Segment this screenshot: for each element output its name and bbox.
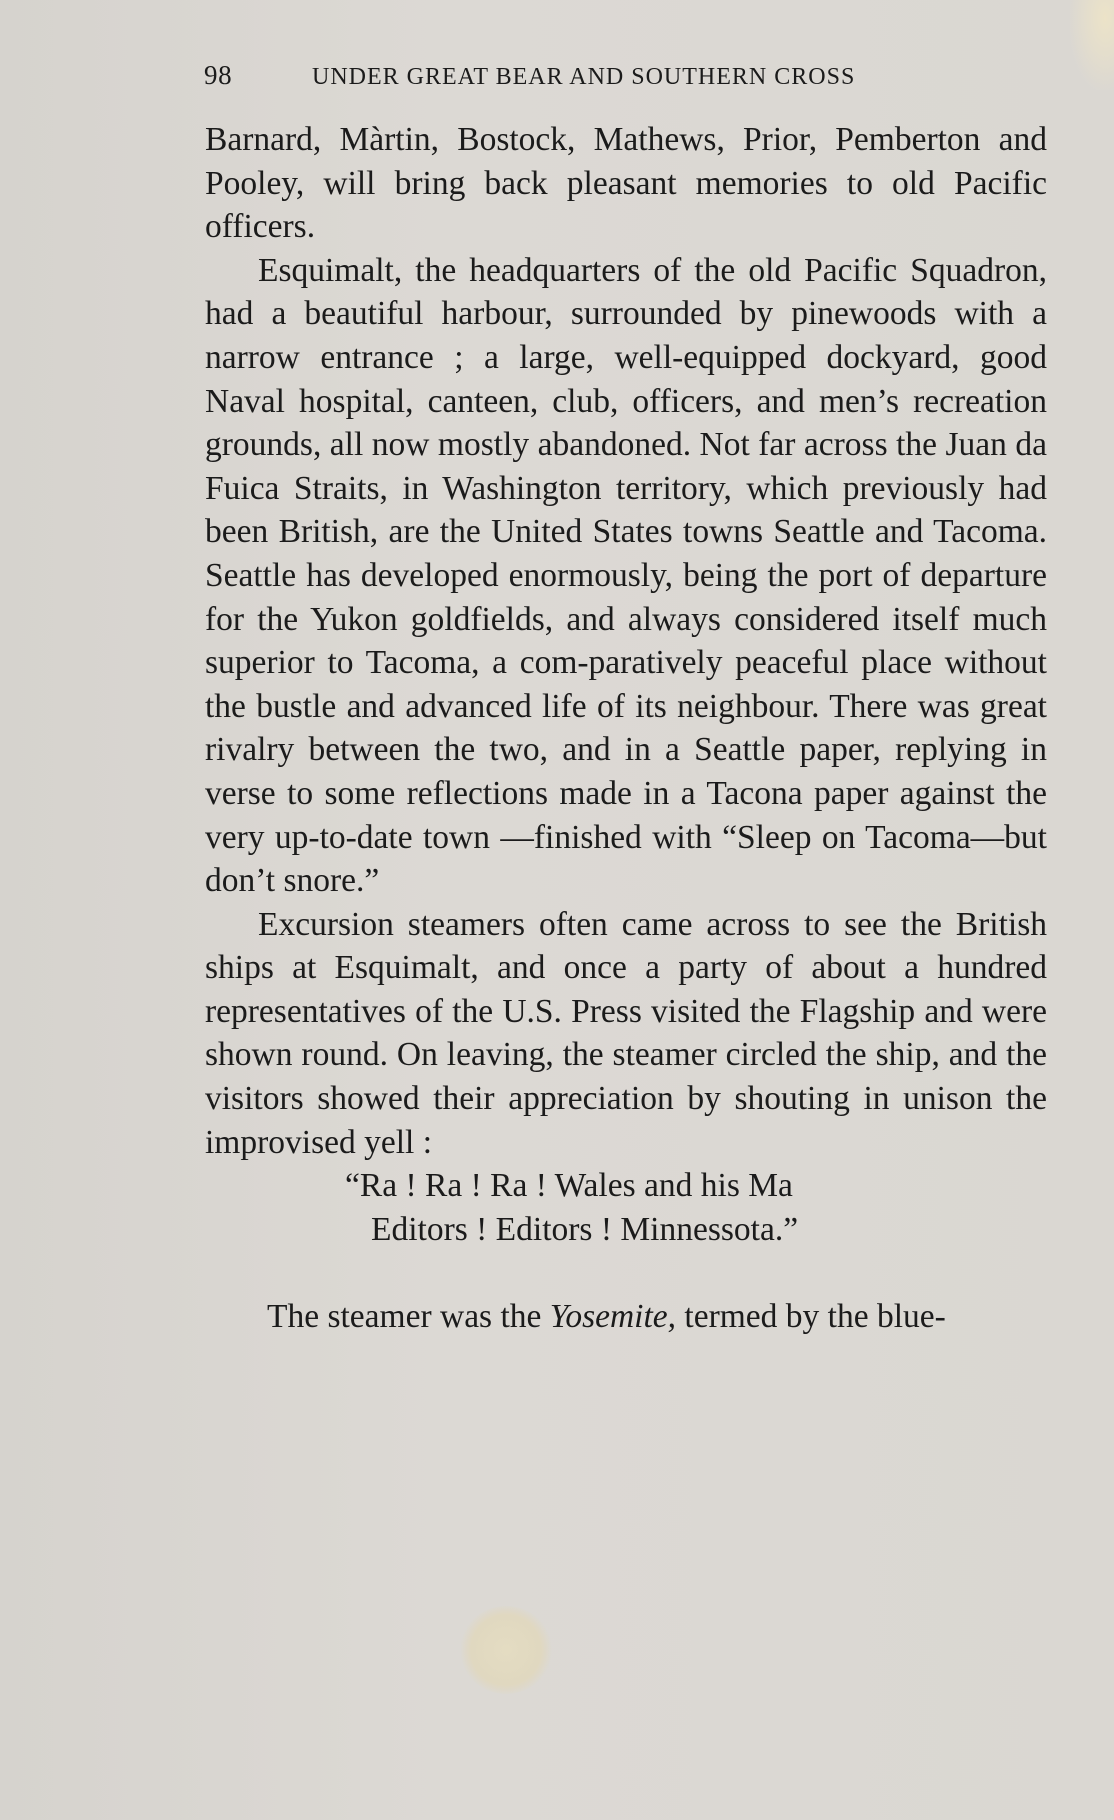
paper-edge-stain (1070, 0, 1114, 90)
final-line-start: The steamer was the (267, 1298, 550, 1336)
page-number: 98 (204, 60, 233, 90)
final-line-end: termed by the blue- (676, 1298, 946, 1336)
verse-line-1: “Ra ! Ra ! Ra ! Wales and his Ma (345, 1167, 793, 1205)
paragraph-2: Esquimalt, the headquarters of the old Pacific Squadron, had a beautiful harbour, surrounded by pinewoods with a narrow entrance ; a large, well-equipped dockyard, good Naval hospital, canteen, club, officers, and men’s recreation grounds, all now mostly abandoned. Not far across the Juan da Fuica Straits, in Washington territory, which previously had been British, are the United States towns Seattle and Tacoma. Seattle has developed enormously, being the port of departure for the Yukon goldfields, and always considered itself much superior to Tacoma, a com-paratively peaceful place without the bustle and advanced life of its neighbour. There was great rivalry between the two, and in a Seattle paper, replying in verse to some reflections made in a Tacona paper against the very up-to-date town —finished with “Sleep on Tacoma—but don’t snore.” (205, 251, 1047, 900)
verse-quote (345, 1164, 1047, 1252)
ship-name: Yosemite, (549, 1298, 677, 1336)
paragraph-1: Barnard, Màrtin, Bostock, Mathews, Prior, Pemberton and Pooley, will bring back pleasant memories to old Pacific officers. (205, 121, 1047, 246)
verse-line-2: Editors ! Editors ! Minnessota.” (371, 1211, 799, 1249)
page-header (204, 58, 1044, 98)
paper-stain (460, 1606, 552, 1694)
paragraph-3: Excursion steamers often came across to see the British ships at Esquimalt, and once a party of about a hundred representatives of the U.S. Press visited the Flagship and were shown round. On leaving, the steamer circled the ship, and the visitors showed their appreciation by shouting in unison the improvised yell : (205, 905, 1047, 1161)
body-text (205, 118, 1047, 1339)
running-head: UNDER GREAT BEAR AND SOUTHERN CROSS (312, 64, 856, 90)
final-line (205, 1295, 1047, 1339)
